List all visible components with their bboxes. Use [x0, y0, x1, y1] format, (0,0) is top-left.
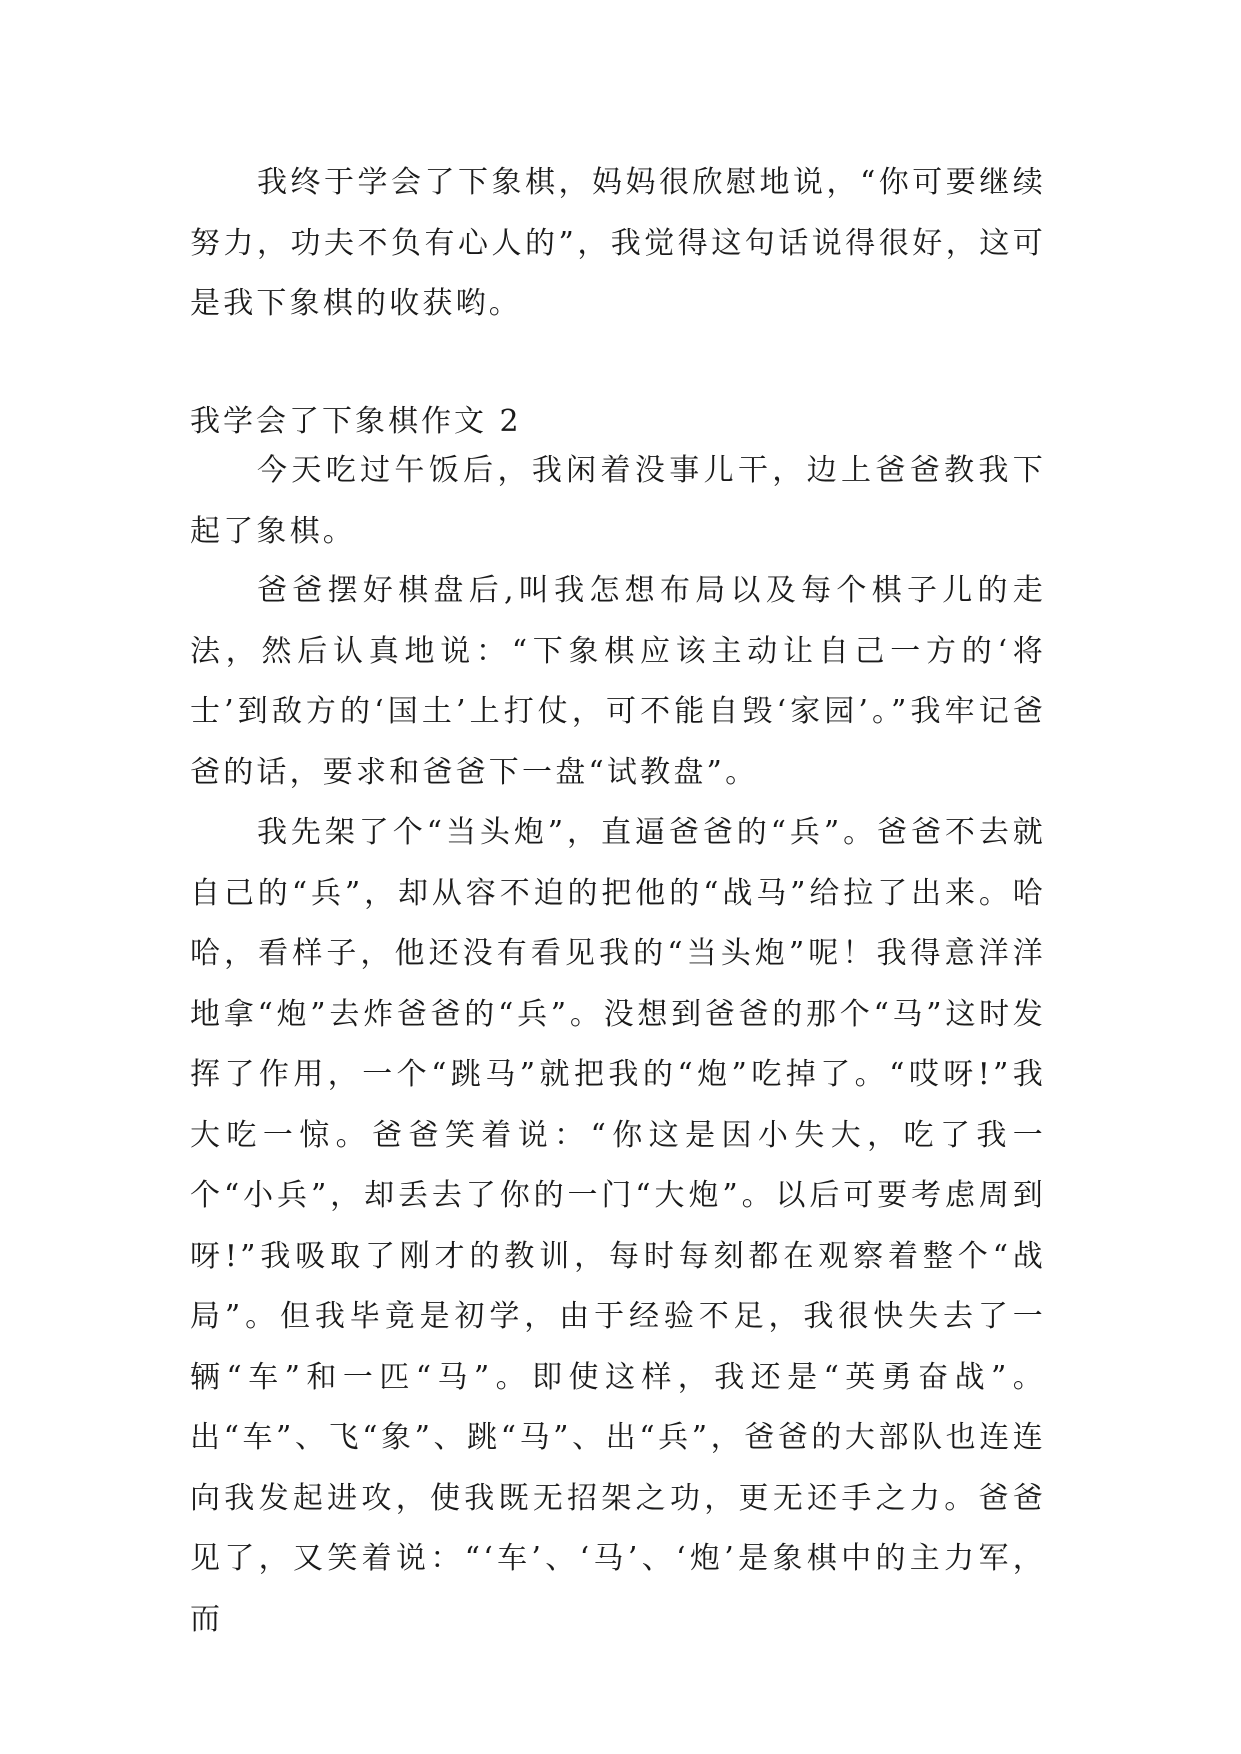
paragraph-closing: 我终于学会了下象棋，妈妈很欣慰地说，“你可要继续努力，功夫不负有心人的”，我觉得这句话说得很好，这可是我下象棋的收获哟。: [190, 165, 1046, 321]
paragraph-game: 我先架了个“当头炮”，直逼爸爸的“兵”。爸爸不去就自己的“兵”，却从容不迫的把他的“战马”给拉了出来。哈哈，看样子，他还没有看见我的“当头炮”呢！我得意洋洋地拿“炮”去炸爸爸的“兵”。没想到爸爸的那个“马”这时发挥了作用，一个“跳马”就把我的“炮”吃掉了。“哎呀!”我大吃一惊。爸爸笑着说：“你这是因小失大，吃了我一个“小兵”，却丢去了你的一门“大炮”。以后可要考虑周到呀!”我吸取了刚才的教训，每时每刻都在观察着整个“战局”。但我毕竟是初学，由于经验不足，我很快失去了一辆“车”和一匹“马”。即使这样，我还是“英勇奋战”。出“车”、飞“象”、跳“马”、出“兵”，爸爸的大部队也连连向我发起进攻，使我既无招架之功，更无还手之力。爸爸见了，又笑着说：“‘车’、‘马’、‘炮’是象棋中的主力军，而: [190, 815, 1046, 1637]
paragraph-intro: 今天吃过午饭后，我闲着没事儿干，边上爸爸教我下起了象棋。: [190, 453, 1046, 549]
paragraph-setup: 爸爸摆好棋盘后,叫我怎想布局以及每个棋子儿的走法，然后认真地说：“下象棋应该主动让自己一方的‘将士’到敌方的‘国土’上打仗，可不能自毁‘家园’。”我牢记爸爸的话，要求和爸爸下一盘“试教盘”。: [190, 573, 1046, 790]
essay-heading: 我学会了下象棋作文 2: [190, 404, 522, 439]
